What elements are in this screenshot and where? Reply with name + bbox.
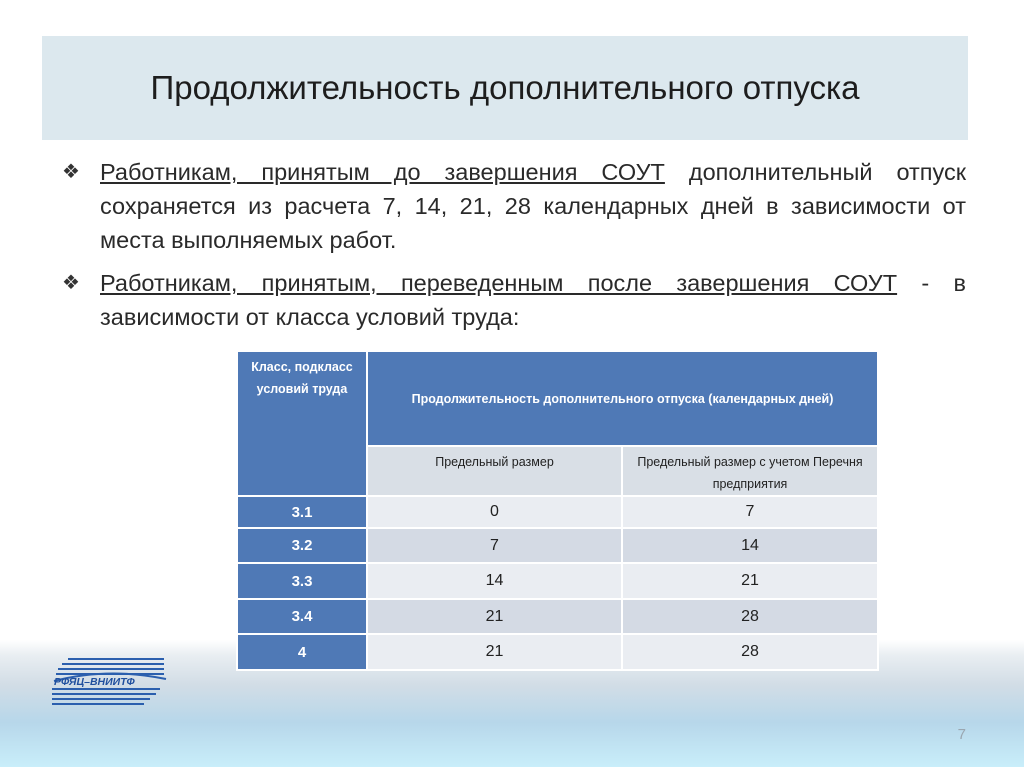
- row-class: 3.4: [237, 599, 367, 634]
- table-row: [237, 528, 878, 563]
- logo-text: РФЯЦ–ВНИИТФ: [54, 676, 135, 688]
- bullet-rest: - в зависимости от класса условий труда:: [100, 270, 966, 330]
- header-limit-list: Предельный размер с учетом Перечня предприятия: [622, 446, 878, 496]
- bullet-underlined: Работникам, принятым, переведенным после завершения СОУТ: [100, 270, 898, 296]
- bullet-rest: дополнительный отпуск сохраняется из расчета 7, 14, 21, 28 календарных дней в зависимости от места выполняемых работ.: [100, 159, 966, 253]
- header-limit: Предельный размер: [367, 446, 622, 496]
- row-limit-list: 14: [622, 528, 878, 563]
- bullet-item: [62, 155, 966, 257]
- page-number: 7: [957, 726, 966, 743]
- header-duration: Продолжительность дополнительного отпуска (календарных дней): [367, 351, 878, 446]
- table-row: [237, 599, 878, 634]
- table-row: [237, 496, 878, 528]
- row-class: 3.2: [237, 528, 367, 563]
- bullet-text: [100, 266, 966, 334]
- title-bar: [42, 36, 968, 140]
- table-row: [237, 634, 878, 670]
- row-class: 3.3: [237, 563, 367, 599]
- header-class: Класс, подкласс условий труда: [237, 351, 367, 496]
- bullet-underlined: Работникам, принятым до завершения СОУТ: [100, 159, 665, 185]
- bullet-text: [100, 155, 966, 257]
- row-limit: 14: [367, 563, 622, 599]
- diamond-bullet-icon: ❖: [62, 272, 80, 294]
- row-class: 3.1: [237, 496, 367, 528]
- row-limit: 21: [367, 634, 622, 670]
- row-limit-list: 28: [622, 599, 878, 634]
- row-limit-list: 28: [622, 634, 878, 670]
- bullet-item: [62, 266, 966, 334]
- row-limit: 7: [367, 528, 622, 563]
- row-limit: 21: [367, 599, 622, 634]
- diamond-bullet-icon: ❖: [62, 161, 80, 183]
- rfyac-vniitf-logo: [48, 655, 168, 707]
- row-class: 4: [237, 634, 367, 670]
- leave-table: [236, 350, 879, 671]
- row-limit-list: 21: [622, 563, 878, 599]
- row-limit-list: 7: [622, 496, 878, 528]
- slide-title: Продолжительность дополнительного отпуска: [150, 69, 860, 106]
- table-row: [237, 563, 878, 599]
- row-limit: 0: [367, 496, 622, 528]
